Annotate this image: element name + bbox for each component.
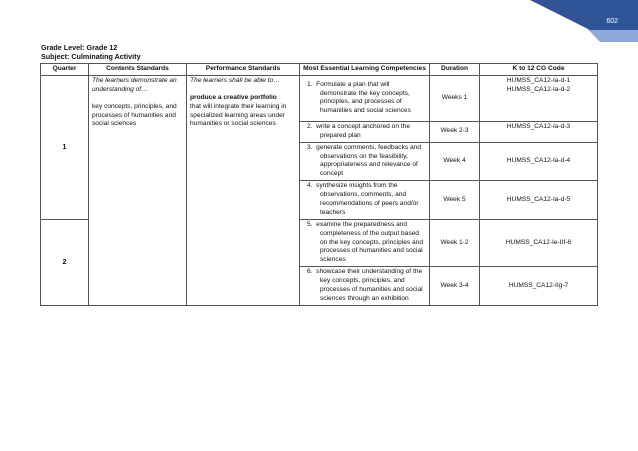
code-cell: HUMSS_CA12-Ia-d-3	[480, 121, 598, 142]
duration-cell: Week 3-4	[430, 267, 480, 306]
competency-cell	[300, 219, 430, 266]
competency-cell	[300, 121, 430, 142]
competency-number: 4.	[307, 182, 313, 190]
competency-text: generate comments, feedbacks and observations on the feasibility, appropriateness and relevance of concept	[316, 143, 422, 178]
code-cell: HUMSS_CA12-IIg-7	[480, 267, 598, 306]
subject: Subject: Culminating Activity	[41, 52, 141, 61]
header-performance-standards: Performance Standards	[187, 64, 300, 76]
duration-cell: Weeks 1	[430, 75, 480, 121]
competency-number: 1.	[307, 80, 313, 88]
code-cell	[480, 75, 598, 121]
performance-standards-body: that will integrate their learning in specialized learning areas under humanities or social sciences	[190, 102, 287, 128]
competency-number: 3.	[307, 143, 313, 151]
table-row	[41, 75, 598, 121]
competency-number: 2.	[307, 122, 313, 130]
curriculum-table	[40, 63, 598, 306]
competency-text: write a concept anchored on the prepared plan	[316, 122, 411, 139]
code-cell: HUMSS_CA12-Ia-d-5	[480, 181, 598, 220]
grade-level: Grade Level: Grade 12	[41, 43, 118, 52]
header-code: K to 12 CG Code	[480, 64, 598, 76]
page-number: 602	[606, 18, 618, 25]
competency-text: examine the preparedness and completeness of the output based on the key concepts, principles and processes of humanities and social sciences	[316, 220, 423, 264]
header-quarter: Quarter	[41, 64, 89, 76]
header-competencies: Most Essential Learning Competencies	[300, 64, 430, 76]
competency-text: synthesize insights from the observations, comments, and recommendations of peers and/or teachers	[316, 182, 419, 216]
performance-standards-bold: produce a creative portfolio	[190, 93, 277, 101]
code-text: HUMSS_CA12-Ia-d-2	[506, 85, 571, 93]
competency-cell	[300, 267, 430, 306]
header-banner	[0, 0, 638, 42]
performance-standards-cell	[187, 75, 300, 305]
competency-number: 5.	[307, 220, 313, 228]
header-duration: Duration	[430, 64, 480, 76]
code-cell: HUMSS_CA12-Ia-d-4	[480, 142, 598, 181]
content-standards-cell	[89, 75, 187, 305]
code-cell: HUMSS_CA12-Ie-IIf-6	[480, 219, 598, 266]
content-standards-intro: The learners demonstrate an understanding of…	[92, 76, 177, 93]
table-header-row	[41, 64, 598, 76]
competency-text: Formulate a plan that will demonstrate the key concepts, principles, and processes of humanities and social sciences	[316, 80, 411, 115]
competency-cell	[300, 181, 430, 220]
competency-text: showcase their understanding of the key concepts, principles, and processes of humanities and social sciences through an exhibition	[316, 268, 423, 302]
duration-cell: Week 1-2	[430, 219, 480, 266]
content-standards-body: key concepts, principles, and processes of humanities and social sciences	[92, 102, 177, 128]
header-content-standards: Contents Standards	[89, 64, 187, 76]
duration-cell: Week 2-3	[430, 121, 480, 142]
code-text: HUMSS_CA12-Ia-d-1	[506, 76, 571, 84]
competency-cell	[300, 75, 430, 121]
competency-cell	[300, 142, 430, 181]
performance-standards-intro: The learners shall be able to…	[190, 76, 280, 84]
quarter-cell: 1	[41, 75, 89, 219]
quarter-cell: 2	[41, 219, 89, 305]
duration-cell: Week 4	[430, 142, 480, 181]
competency-number: 6.	[307, 268, 313, 276]
duration-cell: Week 5	[430, 181, 480, 220]
